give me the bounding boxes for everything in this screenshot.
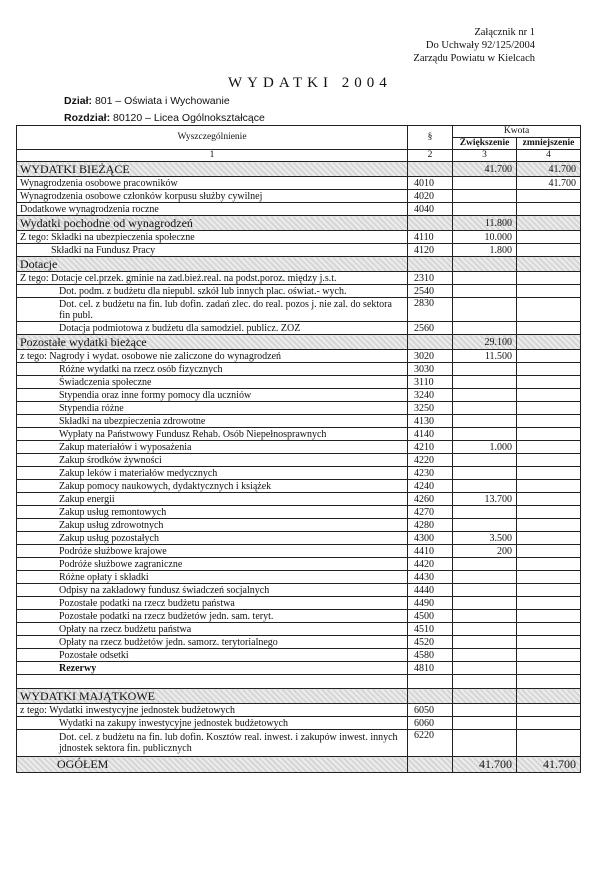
table-row: Wydatki na zakupy inwestycyjne jednostek budżetowych 6060 [17,717,581,730]
table-row: Opłaty na rzecz budżetu państwa 4510 [17,623,581,636]
total-label: OGÓŁEM [17,757,408,773]
section-decrease [517,335,581,350]
section-label: Dotacje [17,257,408,272]
page-title: WYDATKI 2004 [228,75,392,91]
total-row [17,757,581,773]
table-row: Zakup usług remontowych 4270 [17,506,581,519]
table-row: Zakup usług pozostałych 4300 3.500 [17,532,581,545]
table-row: Zakup materiałów i wyposażenia 4210 1.000 [17,441,581,454]
table-row: Stypendia oraz inne formy pomocy dla uczniów 3240 [17,389,581,402]
table-row: Z tego: Dotacje cel.przek. gminie na zad.bież.real. na podst.poroz. między j.s.t. 2310 [17,272,581,285]
table-row: Opłaty na rzecz budżetów jedn. samorz. terytorialnego 4520 [17,636,581,649]
table-row: Wynagrodzenia osobowe członków korpusu służby cywilnej 4020 [17,190,581,203]
section-grants [17,257,581,272]
table-row: Różne wydatki na rzecz osób fizycznych 3030 [17,363,581,376]
table-row: Składki na ubezpieczenia zdrowotne 4130 [17,415,581,428]
table-row: Różne opłaty i składki 4430 [17,571,581,584]
table-row: Składki na Fundusz Pracy 4120 1.800 [17,244,581,257]
attachment-line-2: Do Uchwały 92/125/2004 [425,40,535,51]
table-row: Dot. podm. z budżetu dla niepubl. szkół lub innych plac. oświat.- wych. 2540 [17,285,581,298]
section-label: WYDATKI MAJĄTKOWE [17,689,408,704]
table-row: Świadczenia społeczne 3110 [17,376,581,389]
table-row: z tego: Wydatki inwestycyjne jednostek budżetowych 6050 [17,704,581,717]
section-increase: 29.100 [453,335,517,350]
table-row: Dotacja podmiotowa z budżetu dla samodziel. publicz. ZOZ 2560 [17,322,581,335]
table-row: Z tego: Składki na ubezpieczenia społeczne 4110 10.000 [17,231,581,244]
rozdzial-label: Rozdział: [64,112,111,124]
table-row: Zakup środków żywności 4220 [17,454,581,467]
header-specification: Wyszczególnienie [17,126,408,150]
table-row: Zakup usług zdrowotnych 4280 [17,519,581,532]
table-row: Zakup leków i materiałów medycznych 4230 [17,467,581,480]
header-paragraph: § [408,126,453,150]
header-decrease: zmniejszenie [517,138,581,150]
column-number: 2 [408,150,453,162]
table-row: Pozostałe podatki na rzecz budżetów jedn. sam. teryt. 4500 [17,610,581,623]
expenses-table [16,125,581,773]
total-increase: 41.700 [453,757,517,773]
table-row: Zakup energii 4260 13.700 [17,493,581,506]
total-decrease: 41.700 [517,757,581,773]
section-label: Wydatki pochodne od wynagrodzeń [17,216,408,231]
section-label: WYDATKI BIEŻĄCE [17,162,408,177]
column-number: 1 [17,150,408,162]
section-decrease [517,216,581,231]
section-current-expenses [17,162,581,177]
section-other-current-expenses [17,335,581,350]
table-row: Podróże służbowe zagraniczne 4420 [17,558,581,571]
dzial-line [64,95,230,107]
attachment-line-3: Zarządu Powiatu w Kielcach [413,53,535,64]
dzial-value: 801 – Oświata i Wychowanie [94,95,230,107]
column-number: 3 [453,150,517,162]
rozdzial-line [64,112,265,124]
column-number-row [17,150,581,162]
table-row: Pozostałe odsetki 4580 [17,649,581,662]
section-capital-expenses [17,689,581,704]
section-increase: 11.800 [453,216,517,231]
section-label: Pozostałe wydatki bieżące [17,335,408,350]
dzial-label: Dział: [64,95,93,107]
table-header-row [17,126,581,138]
table-row: Odpisy na zakładowy fundusz świadczeń socjalnych 4440 [17,584,581,597]
table-row: Wynagrodzenia osobowe pracowników 4010 41.700 [17,177,581,190]
table-row: Dot. cel. z budżetu na fin. lub dofin. Kosztów real. inwest. i zakupów inwest. innych jdnostek sektora fin. publicznych 6220 [17,730,581,757]
attachment-line-1: Załącznik nr 1 [474,27,535,38]
section-decrease: 41.700 [517,162,581,177]
header-amount: Kwota [453,126,581,138]
table-row: Dot. cel. z budżetu na fin. lub dofin. zadań zlec. do real. pozos j. nie zal. do sektora fin publ. 2830 [17,298,581,322]
section-derived-expenses [17,216,581,231]
table-row: Podróże służbowe krajowe 4410 200 [17,545,581,558]
table-row: Rezerwy 4810 [17,662,581,675]
section-increase: 41.700 [453,162,517,177]
table-row: z tego: Nagrody i wydat. osobowe nie zaliczone do wynagrodzeń 3020 11.500 [17,350,581,363]
table-row: Stypendia różne 3250 [17,402,581,415]
table-row: Pozostałe podatki na rzecz budżetu państwa 4490 [17,597,581,610]
attachment-note [413,26,535,65]
table-row: Dodatkowe wynagrodzenia roczne 4040 [17,203,581,216]
table-row: Zakup pomocy naukowych, dydaktycznych i książek 4240 [17,480,581,493]
empty-row [17,675,581,689]
table-row: Wypłaty na Państwowy Fundusz Rehab. Osób Niepełnosprawnych 4140 [17,428,581,441]
column-number: 4 [517,150,581,162]
header-increase: Zwiększenie [453,138,517,150]
rozdzial-value: 80120 – Licea Ogólnokształcące [113,112,265,124]
